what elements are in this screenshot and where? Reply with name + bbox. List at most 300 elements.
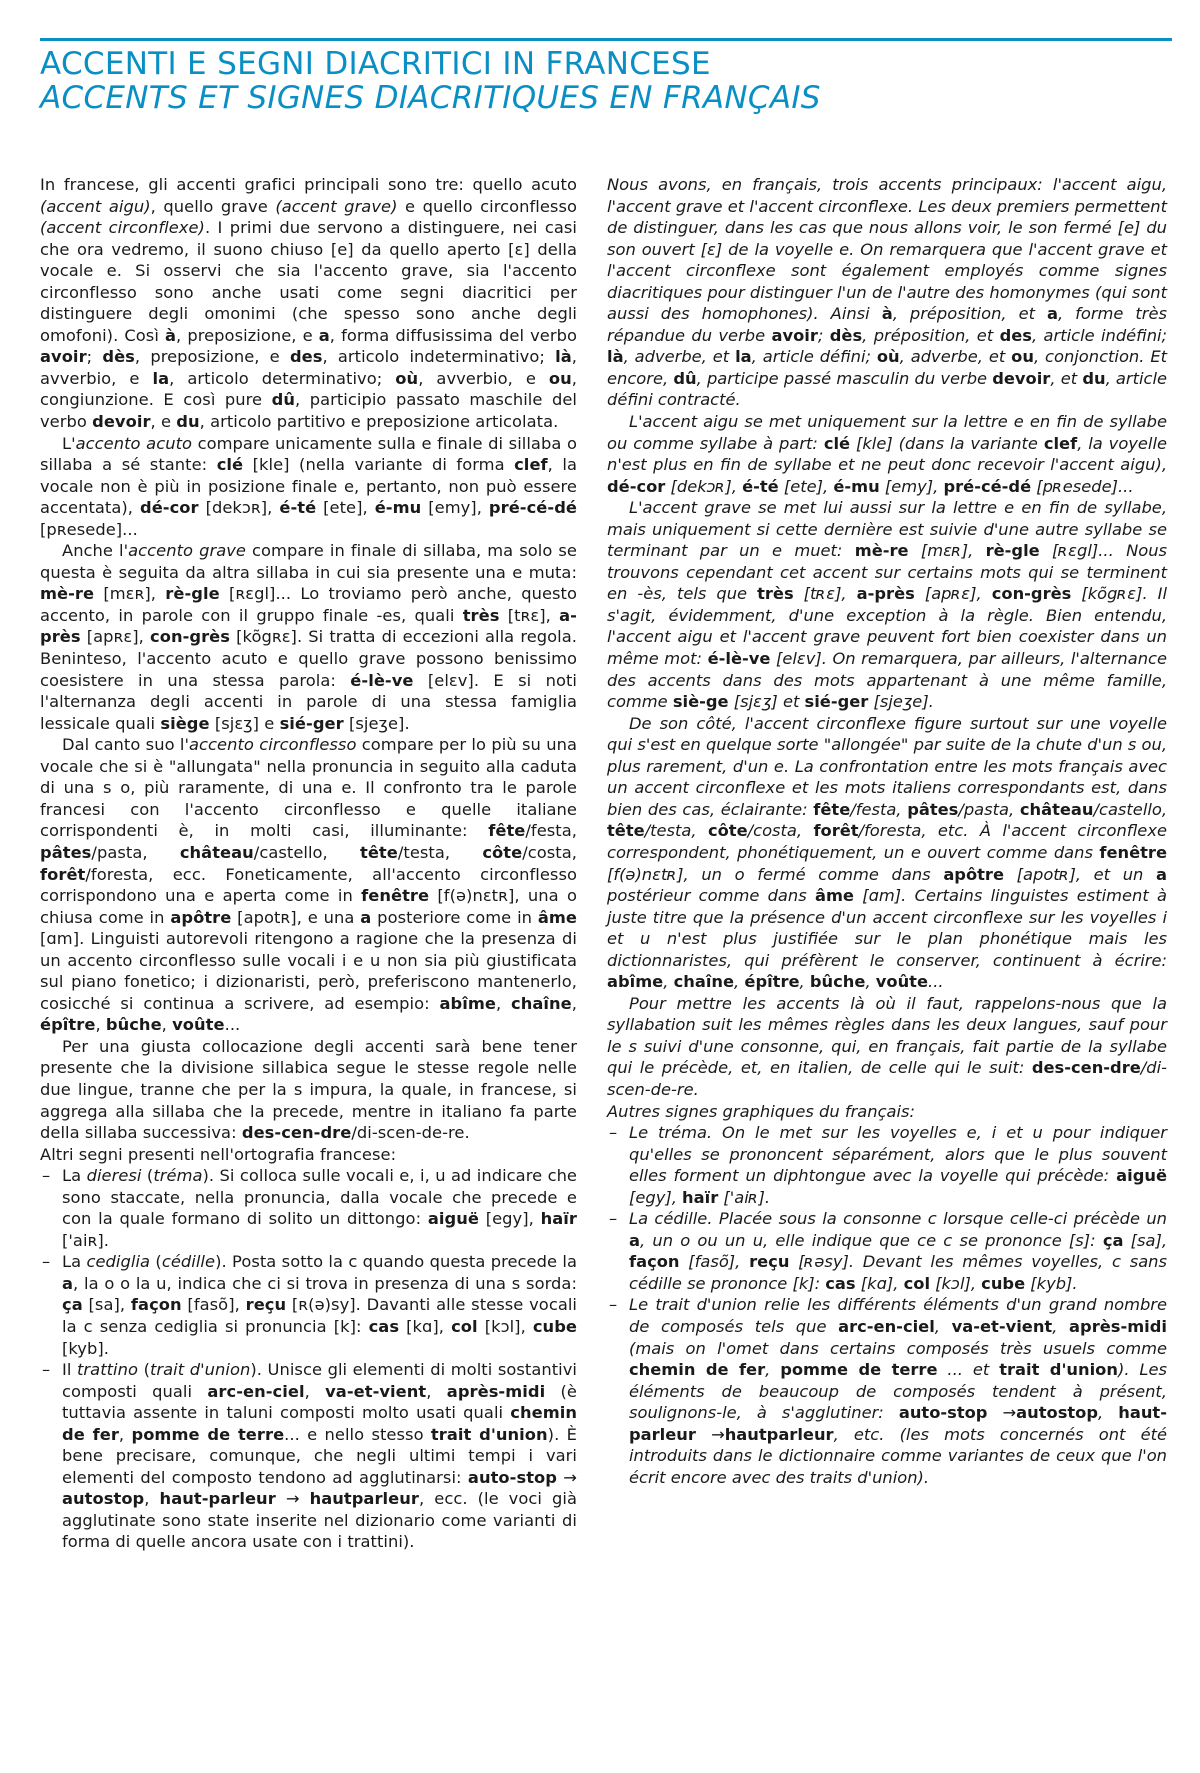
bold-term: clé [823,433,851,453]
bold-term: a [62,1273,74,1293]
text-run: /festa, [525,821,577,841]
page-title-french: ACCENTS ET SIGNES DIACRITIQUES EN FRANÇAIS [40,80,821,116]
bold-term: autostop [1016,1403,1099,1423]
text-run: , [118,1424,132,1444]
bold-term: bûche [809,972,866,992]
text-run: , articolo determinativo; [169,368,396,388]
bold-term: où [395,368,419,388]
text-run: , la o o la u, indica che ci si trova in presenza di una s sorda: [73,1273,577,1293]
bold-term: haut-parleur [159,1489,276,1509]
bold-term: rè-gle [165,584,220,604]
bold-term: ou [1011,347,1034,367]
text-run: , un o ou un u, elle indique que ce c se prononce [s]: [640,1230,1103,1250]
italic-term: tréma [153,1166,203,1186]
text-run: , [426,1381,447,1401]
fr-paragraph-acute-accent [607,411,1167,497]
text-run: [apʀɛ], [80,627,151,647]
italian-column [40,174,577,1553]
text-run: posteriore come in [371,907,538,927]
text-run: /di-scen-de-re. [351,1123,470,1143]
text-run: Le trait d'union relie les différents éléments d'un grand nombre de composés tels que [629,1295,1167,1336]
text-run: , [765,1360,781,1380]
text-run: compare unicamente sulla e finale di sillaba o sillaba a sé stante: [40,433,577,475]
it-paragraph-grave-accent [40,540,577,734]
page-header [40,47,1170,115]
bold-term: pré-cé-dé [943,476,1032,496]
text-run: , forma diffusissima del verbo [329,325,577,345]
bold-term: cas [825,1273,856,1293]
text-run: /pasta, [958,799,1020,819]
bold-term: ou [548,368,572,388]
bold-term: aiguë [427,1209,479,1229]
bold-term: haut-parleur [629,1403,1167,1444]
text-run: [sa], [82,1295,131,1315]
text-run: Per una giusta collocazione degli accenti sarà bene tener presente che la divisione sillabica segue le stesse regole nelle due lingue, tranne che per la s impura, la quale, in francese, si aggrega alla sillaba che la precede, mentre in italiano fa parte della sillaba successiva: [40,1036,577,1143]
bold-term: forêt [40,864,86,884]
bold-term: forêt [813,821,859,841]
text-run: ). Si colloca sulle vocali e, i, u ad indicare che sono staccate, nella pronuncia, dalla vocale che precede e con la quale formano di solito un dittongo: [62,1166,578,1229]
text-run: [ɑm]. Linguisti autorevoli ritengono a ragione che la presenza di un accento circonflesso sulle vocali i e u non sia più giustificata sul piano fonetico; i dizionaristi, però, preferiscono mantenerlo, cosicché si continua a scrivere, ad esempio: [40,929,577,1013]
text-run: [dekɔʀ], [665,476,743,496]
bold-term: avoir [771,325,818,345]
bold-term: hautparleur [309,1489,419,1509]
text-run: [ʀəsy]. Devant les mêmes voyelles, c sans cédille se prononce [k]: [629,1252,1167,1293]
text-run: [ete], [778,476,834,496]
bold-term: à [881,304,893,324]
text-run: , [144,1489,160,1509]
it-paragraph-circumflex-accent [40,734,577,1036]
text-run: [ʀɛgl]... Lo troviamo però anche, questo accento, in parole con il gruppo finale -es, quali [40,584,577,625]
text-run: /pasta, [91,842,180,862]
bold-term: avoir [40,347,87,367]
it-paragraph-acute-accent [40,433,577,541]
bold-term: chaîne [511,993,572,1013]
text-run: [ʀɛgl]... Nous trouvons cependant cet accent sur certains mots qui se terminent en -ès, tels que [607,541,1168,604]
bold-term: très [757,584,794,604]
bold-term: autostop [62,1489,145,1509]
text-run: Nous avons, en français, trois accents principaux: l'accent aigu, l'accent grave et l'accent circonflexe. Les deux premiers permettent de distinguer, dans les cas que nous allons voir, le son fermé [e] du son ouvert [ɛ] de la voyelle e. On remarquera que l'accent grave et l'accent circonflexe sont également employés comme signes diacritiques pour distinguer l'un de l'autre des homonymes (qui sont aussi des homophones). Ainsi [607,175,1167,324]
text-run: , la voyelle n'est plus en fin de syllabe et ne peut donc recevoir l'accent aigu), [607,433,1167,475]
text-run: [ɑm]. Certains linguistes estiment à juste titre que la présence d'un accent circonflexe sur les voyelles i et u n'est plus justifiée sur le plan phonétique mais les dictionnaristes, qui préfèrent le conserver, continuent à écrire: [607,886,1167,970]
text-run: , ecc. (le voci già agglutinate sono state inserite nel dizionario come varianti di forma di quelle ancora usate con i trattini). [62,1489,577,1552]
text-run: , participio passato maschile del verbo [40,390,577,432]
text-run: → [556,1467,577,1487]
text-run: /di-scen-de-re. [607,1058,1167,1099]
text-run: ['aiʀ]. [718,1187,771,1207]
text-run: ( [138,1360,150,1380]
text-run: [apotʀ], e una [231,907,361,927]
text-run: [mɛʀ], [94,584,166,604]
bold-term: château [1019,799,1094,819]
text-run: /testa, [644,821,708,841]
fr-list-item-diaeresis [607,1122,1167,1208]
text-run: , participe passé masculin du verbe [696,368,993,388]
bold-term: ça [1102,1230,1124,1250]
text-run: [kɑ], [399,1316,452,1336]
bold-term: é-lè-ve [707,649,771,669]
italic-term: accento circonflesso [189,735,357,755]
bold-term: pomme de terre [780,1360,938,1380]
bold-term: côte [707,821,748,841]
text-run: ... e nello stesso [284,1424,431,1444]
bold-term: auto-stop [467,1467,557,1487]
text-run: [kle] (dans la variante [850,433,1044,453]
text-run: ( [150,1252,162,1272]
bold-term: façon [629,1252,680,1272]
text-run: [kle] (nella variante di forma [243,455,515,475]
text-run: [pʀesede]... [1031,476,1134,496]
fr-paragraph-grave-accent [607,497,1167,712]
text-run: → [275,1489,310,1509]
text-run: [egy], [478,1209,541,1229]
bold-term: con-grès [150,627,231,647]
page-title-italian: ACCENTI E SEGNI DIACRITICI IN FRANCESE [40,46,711,82]
bold-term: chemin de fer [62,1403,577,1444]
text-run: [sa], [1123,1230,1167,1250]
bold-term: mè-re [40,584,95,604]
bold-term: âme [814,886,854,906]
text-run: ... [224,1015,241,1035]
bold-term: haïr [682,1187,719,1207]
bold-term: chemin de fer [629,1360,766,1380]
text-run: [sjeʒe]. [868,692,934,712]
text-run: /foresta, ecc. Foneticamente, all'accento circonflesso corrispondono una e aperta come in [40,864,577,906]
bold-term: é-lè-ve [350,670,414,690]
text-run: , forme très répandue du verbe [607,304,1168,345]
text-run: , [799,972,810,992]
text-run: [kõgʀɛ]. Si tratta di eccezioni alla regola. Beninteso, l'accento acuto e quello grave possono benissimo coesistere in una stessa parola: [40,627,577,690]
italic-term: cédille [161,1252,216,1272]
bold-term: cube [981,1273,1026,1293]
italic-term: accento grave [128,541,246,561]
bold-term: âme [537,907,578,927]
bold-term: cube [532,1316,577,1336]
bold-term: des-cen-dre [241,1123,352,1143]
bold-term: hautparleur [724,1424,834,1444]
text-run: , articolo partitivo e preposizione articolata. [199,412,559,432]
text-run: , [571,993,577,1013]
italic-term: dieresi [86,1166,142,1186]
text-run: [kõgʀɛ]. Il s'agit, évidemment, d'une exception à la règle. Bien entendu, l'accent aigu et l'accent grave peuvent fort bien coexister dans un même mot: [607,584,1167,669]
text-run: , preposizione, e [176,325,319,345]
bold-term: la [152,368,170,388]
text-run: /castello, [1093,799,1167,819]
bold-term: dé-cor [139,498,199,518]
bold-term: va-et-vient [951,1316,1053,1336]
bold-term: des-cen-dre [1031,1058,1141,1078]
text-run: [dekɔʀ], [198,498,280,518]
bold-term: voûte [875,972,929,992]
it-list-item-hyphen [40,1359,577,1553]
text-run: Pour mettre les accents là où il faut, rappelons-nous que la syllabation suit les mêmes règles dans les deux langues, sauf pour le s suivi d'une consonne, qui, en français, fait partie de la syllabe qui le précède, et, en italien, de celle qui le suit: [607,993,1167,1078]
bold-term: reçu [245,1295,287,1315]
text-run: , [161,1015,173,1035]
text-run: [kyb]. [62,1338,109,1358]
text-run: La [62,1252,87,1272]
text-run: /foresta, etc. À l'accent circonflexe correspondent, phonétiquement, un e ouvert comme dans [607,821,1167,862]
text-run: La [62,1166,87,1186]
text-run: , [495,993,512,1013]
bold-term: devoir [992,368,1051,388]
bold-term: épître [744,972,800,992]
text-run: , [734,972,745,992]
bold-term: a [1156,864,1167,884]
bold-term: a [629,1230,640,1250]
text-run: [kɔl], [477,1316,533,1336]
text-run: [kyb]. [1025,1273,1078,1293]
bold-term: reçu [749,1252,790,1272]
bold-term: arc-en-ciel [207,1381,305,1401]
text-run: , [1098,1403,1119,1423]
bold-term: château [179,842,254,862]
bold-term: après-midi [446,1381,546,1401]
text-run: La cédille. Placée sous la consonne c lorsque celle-ci précède un [629,1209,1167,1229]
bold-term: abîme [607,972,664,992]
text-run: , article indéfini; [1031,325,1168,345]
text-run: [pʀesede]... [40,519,138,539]
bold-term: col [451,1316,478,1336]
bold-term: du [1082,368,1106,388]
bold-term: a-près [40,605,577,647]
bold-term: abîme [439,993,496,1013]
text-run: [sjɛʒ] e [209,713,280,733]
it-list-item-diaeresis [40,1165,577,1251]
text-run: [apʀɛ], [914,584,992,604]
bold-term: a [360,907,372,927]
bold-term: mè-re [854,541,909,561]
text-run: . I primi due servono a distinguere, nei casi che ora vedremo, il suono chiuso [e] da quello aperto [ɛ] della vocale e. Si osservi che sia l'accento grave, sia l'accento circonflesso sono anche usati come segni diacritici per distinguere degli omonimi (che spesso sono anche degli omofoni). Così [40,218,577,345]
bold-term: des [289,347,323,367]
text-run: [ʀ(ə)sy]. Davanti alle stesse vocali la c senza cediglia si pronuncia [k]: [62,1295,577,1336]
text-run: [tʀɛ], [499,605,560,625]
text-run: ... et [937,1360,1000,1380]
bold-term: façon [130,1295,182,1315]
text-run: ( [141,1166,154,1186]
text-run: , conjonction. Et encore, [607,347,1167,388]
text-run: compare in finale di sillaba, ma solo se questa è seguita da altra sillaba in cui sia presente una e muta: [40,541,577,582]
text-run: , e [150,412,177,432]
text-run: ). È bene precisare, comunque, che negli ultimi tempi i vari elementi del composto tendono ad agglutinarsi: [62,1424,577,1487]
text-run: [fasõ], [679,1252,750,1272]
text-run: ; [817,325,830,345]
text-run: [ete], [316,498,375,518]
text-run: , [663,972,674,992]
text-run: compare per lo più su una vocale che si è "allungata" nella pronuncia in seguito alla caduta di una s o, più raramente, di una e. Il confronto tra le parole francesi con l'accento circonflesso e quelle italiane corrispondenti è, in molti casi, illuminante: [40,735,577,841]
bold-term: devoir [92,412,151,432]
text-run: Il [62,1360,77,1380]
text-run: /testa, [397,842,483,862]
text-run: [f(ə)nɛtʀ], una o chiusa come in [40,886,577,927]
text-run: , [304,1381,326,1401]
bold-term: va-et-vient [325,1381,427,1401]
text-run: (è tuttavia assente in taluni composti molto usati quali [62,1381,577,1423]
text-run: (mais on l'omet dans certains composés très usuels comme [629,1338,1167,1358]
fr-list-item-cedilla [607,1208,1167,1294]
bold-term: é-mu [374,498,422,518]
italic-term: (accent aigu) [40,196,151,216]
bold-term: a [1046,304,1058,324]
bold-term: tête [607,821,645,841]
text-run: , préposition, et [862,325,1000,345]
text-run: ). Unisce gli elementi di molti sostantivi composti quali [62,1360,577,1401]
text-run: , quello grave [150,196,276,216]
text-run: In francese, gli accenti grafici principali sono tre: quello acuto [40,175,577,194]
bold-term: dès [102,347,135,367]
bold-term: aiguë [1116,1166,1167,1186]
italic-term: (accent grave) [275,196,398,216]
text-run: [elɛv]. On remarquera, par ailleurs, l'alternance des accents dans des mots appartenant à une même famille, comme [607,649,1167,712]
text-run: ; [86,347,103,367]
text-run: , [95,1015,106,1035]
bold-term: la [735,347,752,367]
bold-term: clé [216,455,244,475]
bold-term: auto-stop [898,1403,988,1423]
text-run: → [987,1403,1017,1423]
it-paragraph-syllabification [40,1036,577,1144]
text-run: , adverbe, et [623,347,736,367]
bold-term: où [876,347,900,367]
bold-term: apôtre [943,864,1004,884]
bold-term: bûche [105,1015,162,1035]
bold-term: après-midi [1069,1316,1167,1336]
bold-term: a-près [856,584,915,604]
italic-term: (accent circonflexe) [40,218,205,238]
bold-term: fête [813,799,851,819]
bold-term: pâtes [40,842,92,862]
italic-term: trait d'union [149,1360,251,1380]
text-run: [emy], [421,498,489,518]
text-run: Le tréma. On le met sur les voyelles e, i et u pour indiquer qu'elles se prononcent séparément, alors que le plus souvent elles forment un diphtongue avec la voyelle qui précède: [629,1123,1167,1186]
text-run: , avverbio, e [418,368,549,388]
text-run: , et [1050,368,1083,388]
bold-term: côte [482,842,523,862]
text-run: , la vocale non è più in posizione finale e, pertanto, non può essere accentata), [40,455,577,518]
text-run: [elɛv]. E si noti l'alternanza degli accenti in parole di una stessa famiglia lessicale quali [40,670,577,733]
text-run: L'accent grave se met lui aussi sur la lettre e en fin de syllabe, mais uniquement si cette dernière est suivie d'une autre syllabe se terminant par un e muet: [607,498,1167,561]
bold-term: fenêtre [1099,842,1167,862]
text-run: L' [62,433,76,453]
text-run: /costa, [522,842,577,862]
bold-term: rè-gle [985,541,1040,561]
text-run: [egy], [629,1187,683,1207]
text-run: e quello circonflesso [397,196,577,216]
bold-term: fête [488,821,526,841]
text-run: Anche l' [62,541,129,561]
bold-term: é-té [742,476,779,496]
text-run: [fasõ], [181,1295,246,1315]
bold-term: a [318,325,330,345]
text-run: , [1052,1316,1070,1336]
text-run: , congiunzione. E così pure [40,368,578,410]
text-run: /festa, [850,799,908,819]
text-run: , [865,972,876,992]
fr-paragraph-syllabification [607,993,1167,1101]
bold-term: clef [514,455,548,475]
text-run: → [695,1424,725,1444]
bold-term: pâtes [907,799,959,819]
fr-paragraph-main-accents [607,174,1167,411]
text-run: [emy], [879,476,944,496]
text-run: Dal canto suo l' [62,735,190,755]
italic-term: trattino [76,1360,139,1380]
text-run: ... [928,972,944,992]
text-run: , preposizione, e [134,347,290,367]
bold-term: très [462,605,500,625]
text-run: , préposition, et [892,304,1047,324]
text-run: [sjɛʒ] et [728,692,805,712]
bold-term: sié-ger [804,692,869,712]
text-run: [kɔl], [930,1273,982,1293]
text-run: /castello, [253,842,360,862]
italic-term: cediglia [86,1252,151,1272]
bold-term: haïr [540,1209,577,1229]
it-signs-list [40,1165,577,1553]
bold-term: épître [40,1015,96,1035]
fr-list-item-hyphen [607,1294,1167,1488]
bold-term: col [903,1273,931,1293]
text-run: L'accent aigu se met uniquement sur la lettre e en fin de syllabe ou comme syllabe à part: [607,412,1167,453]
text-run: /costa, [747,821,814,841]
italic-term: accento acuto [75,433,193,453]
bold-term: dès [829,325,863,345]
bold-term: cas [368,1316,400,1336]
bold-term: arc-en-ciel [838,1316,935,1336]
header-rule [40,38,1172,41]
bold-term: con-grès [991,584,1072,604]
text-run: , article défini; [751,347,877,367]
bold-term: là [555,347,572,367]
bold-term: é-té [279,498,317,518]
text-run: , [934,1316,952,1336]
text-run: , etc. (les mots concernés ont été introduits dans le dictionnaire comme variantes de ceux que l'on écrit encore avec des traits d'union). [629,1424,1168,1487]
bold-term: ça [62,1295,83,1315]
bold-term: voûte [172,1015,225,1035]
bold-term: dû [271,390,295,410]
text-run: [mɛʀ], [908,541,986,561]
text-run: , article défini contracté. [607,368,1167,410]
it-paragraph-main-accents [40,174,577,433]
bold-term: clef [1043,433,1078,453]
bold-term: trait d'union [999,1360,1118,1380]
fr-paragraph-circumflex-accent [607,713,1167,993]
text-run: ['aiʀ]. [62,1230,110,1250]
bold-term: des [999,325,1032,345]
bold-term: dé-cor [607,476,666,496]
text-run: , adverbe, et [899,347,1012,367]
fr-signs-list [607,1122,1167,1488]
bold-term: é-mu [833,476,880,496]
bold-term: pomme de terre [131,1424,285,1444]
text-run: [tʀɛ], [793,584,857,604]
bold-term: apôtre [170,907,232,927]
french-column [607,174,1167,1488]
bold-term: du [176,412,200,432]
bold-term: sié-ger [279,713,344,733]
bold-term: là [607,347,624,367]
text-run: [f(ə)nɛtʀ], un o fermé comme dans [607,864,944,884]
text-run: [apotʀ], et un [1004,864,1156,884]
text-run: Altri segni presenti nell'ortografia francese: [40,1144,397,1164]
bold-term: chaîne [673,972,735,992]
text-run: De son côté, l'accent circonflexe figure surtout sur une voyelle qui s'est en quelque sorte "allongée" par suite de la chute d'un s ou, plus rarement, d'un e. La confrontation entre les mots français avec un accent circonflexe et les mots italiens correspondants est, dans bien des cas, éclairante: [607,713,1167,819]
bold-term: dû [673,368,697,388]
bold-term: trait d'union [430,1424,548,1444]
text-run: , articolo indeterminativo; [322,347,556,367]
bold-term: à [164,325,177,345]
it-list-intro [40,1144,577,1166]
bold-term: pré-cé-dé [488,498,577,518]
text-run: ). Les éléments de beaucoup de composés tendent à présent, soulignons-le, à s'agglutiner: [629,1360,1167,1423]
